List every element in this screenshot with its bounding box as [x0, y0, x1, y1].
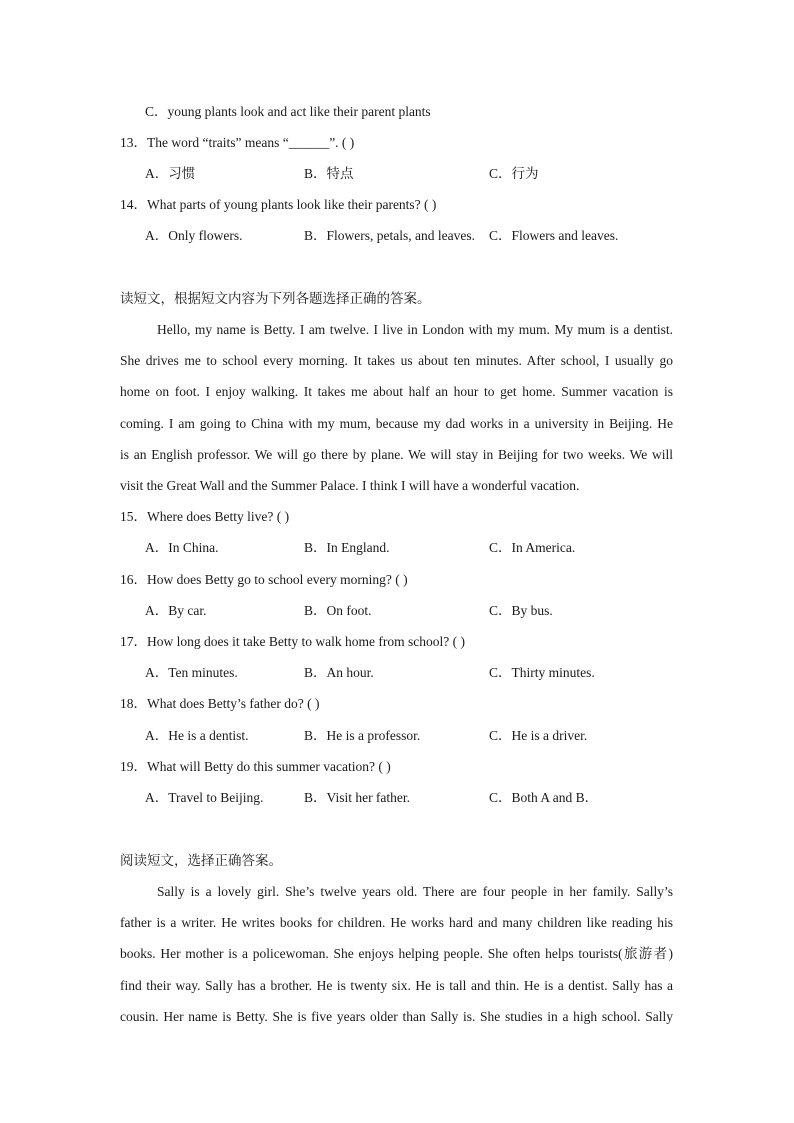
q15-option-b: B．In England. — [304, 540, 390, 555]
q14-option-c: C．Flowers and leaves. — [489, 228, 619, 243]
q18-option-a: A．He is a dentist. — [145, 728, 249, 743]
q17-option-a: A．Ten minutes. — [145, 665, 238, 680]
q18-stem: 18．What does Betty’s father do? ( ) — [120, 696, 320, 711]
passage-line: home on foot. I enjoy walking. It takes me about half an hour to get home. Summer vacation is — [120, 384, 673, 400]
passage-line: is an English professor. We will go there by plane. We will stay in Beijing for two weeks. We will — [120, 446, 673, 462]
passage-line: find their way. Sally has a brother. He is twenty six. He is tall and thin. He is a dentist. Sally has a — [120, 977, 673, 993]
section-2-passage — [120, 314, 673, 501]
passage-line: She drives me to school every morning. It takes us about ten minutes. After school, I usually go — [120, 353, 673, 369]
passage-line: visit the Great Wall and the Summer Palace. I think I will have a wonderful vacation. — [120, 477, 580, 493]
q17-option-c: C．Thirty minutes. — [489, 665, 595, 680]
section-3-heading: 阅读短文，选择正确答案。 — [120, 853, 282, 869]
q18-option-c: C．He is a driver. — [489, 728, 588, 743]
q19-option-b: B．Visit her father. — [304, 790, 411, 805]
q16-stem: 16．How does Betty go to school every morning? ( ) — [120, 572, 408, 587]
q19-option-c: C．Both A and B． — [489, 790, 599, 805]
q16-option-a: A．By car. — [145, 603, 207, 618]
q16-option-c: C．By bus. — [489, 603, 553, 618]
q15-option-c: C．In America. — [489, 540, 576, 555]
q16-option-b: B．On foot. — [304, 603, 372, 618]
q17-option-b: B．An hour. — [304, 665, 374, 680]
q14-stem: 14．What parts of young plants look like their parents? ( ) — [120, 197, 437, 212]
q13-option-c: C．行为 — [489, 166, 539, 181]
q15-option-a: A．In China. — [145, 540, 219, 555]
q19-option-a: A．Travel to Beijing. — [145, 790, 264, 805]
q19-stem: 19．What will Betty do this summer vacation? ( ) — [120, 759, 391, 774]
q13-option-a: A．习惯 — [145, 166, 196, 181]
section-3-passage — [120, 876, 673, 1032]
q15-stem: 15．Where does Betty live? ( ) — [120, 509, 290, 524]
q12-option-c: C．young plants look and act like their parent plants — [145, 104, 431, 119]
passage-line: coming. I am going to China with my mum, because my dad works in a university in Beijing. He — [120, 415, 673, 431]
section-2-heading: 读短文，根据短文内容为下列各题选择正确的答案。 — [120, 291, 431, 307]
q17-stem: 17．How long does it take Betty to walk home from school? ( ) — [120, 634, 465, 649]
passage-line: father is a writer. He writes books for children. He works hard and many children like reading his — [120, 915, 673, 931]
passage-line: Sally is a lovely girl. She’s twelve years old. There are four people in her family. Sally’s — [157, 884, 673, 899]
q14-option-b: B．Flowers, petals, and leaves. — [304, 228, 475, 243]
q14-option-a: A．Only flowers. — [145, 228, 243, 243]
passage-line: books. Her mother is a policewoman. She enjoys helping people. She often helps tourists(旅游者) — [120, 946, 673, 962]
passage-line: Hello, my name is Betty. I am twelve. I live in London with my mum. My mum is a dentist. — [157, 322, 673, 337]
passage-line: cousin. Her name is Betty. She is five years older than Sally is. She studies in a high school. Sally — [120, 1008, 673, 1024]
q13-stem: 13．The word “traits” means “______”. ( ) — [120, 135, 355, 150]
q18-option-b: B．He is a professor. — [304, 728, 421, 743]
q13-option-b: B．特点 — [304, 166, 354, 181]
